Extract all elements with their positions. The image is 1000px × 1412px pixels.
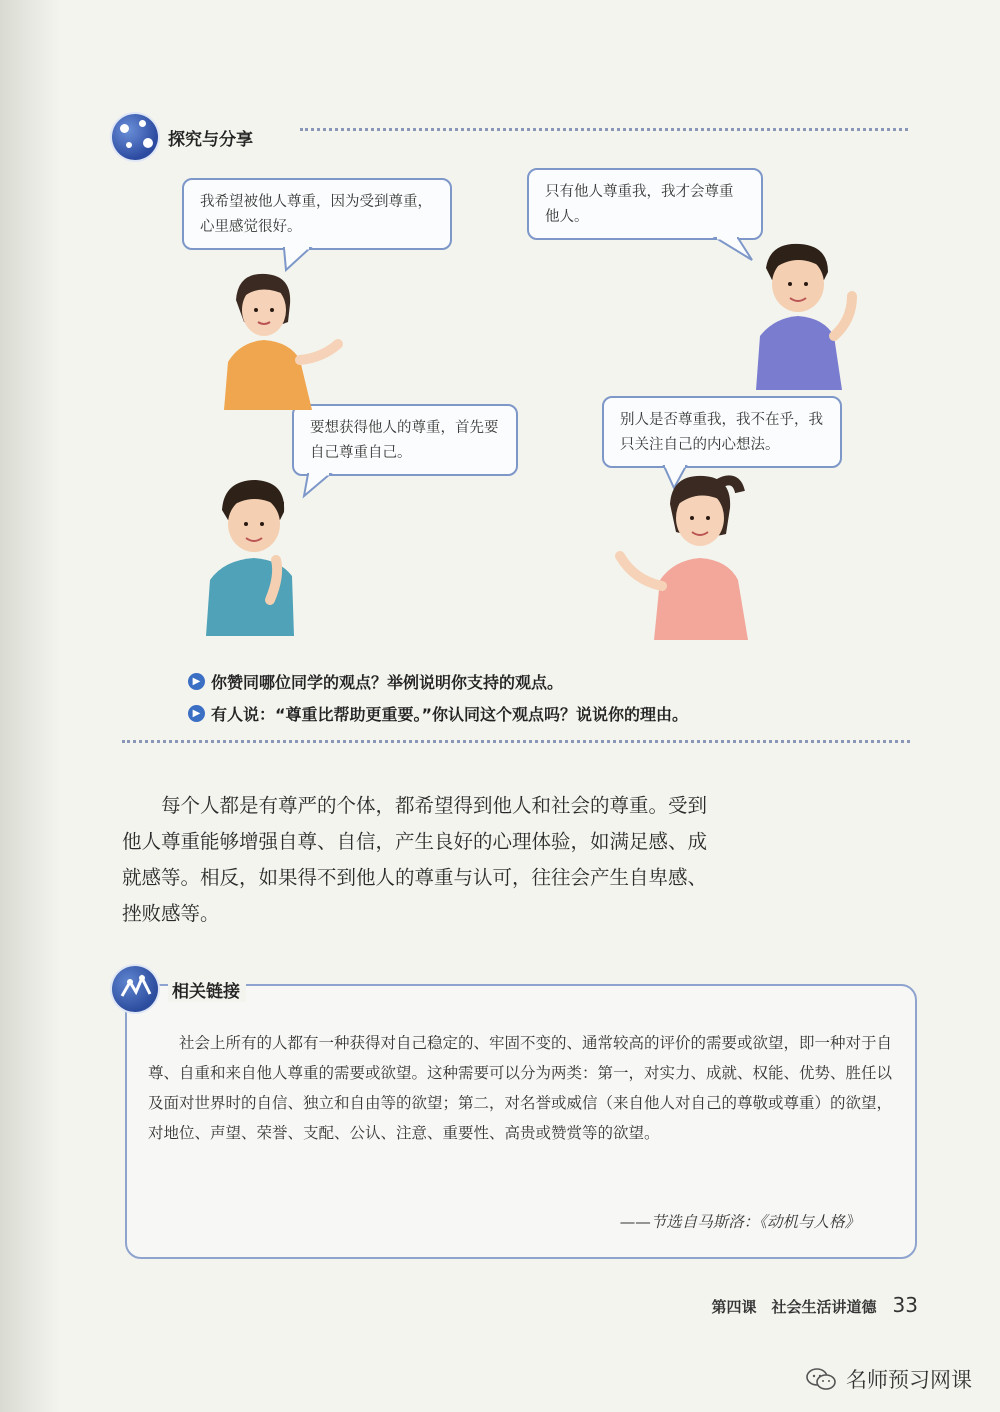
watermark-text: 名师预习网课 [846, 1368, 972, 1392]
question-1 [188, 670, 563, 693]
speech-bubble-1-text: 我希望被他人尊重，因为受到尊重，心里感觉很好。 [200, 194, 432, 235]
speech-bubble-3 [292, 404, 518, 476]
explore-header [112, 114, 253, 160]
wechat-icon [806, 1368, 836, 1390]
speech-bubble-1 [182, 178, 452, 250]
student-girl-2-illustration [600, 470, 770, 640]
main-paragraph [122, 788, 722, 932]
question-2 [188, 702, 688, 725]
related-link-citation: ——节选自马斯洛：《动机与人格》 [619, 1213, 860, 1231]
speech-bubble-1-tail [280, 246, 320, 272]
speech-bubble-3-text: 要想获得他人的尊重，首先要自己尊重自己。 [310, 420, 499, 461]
watermark [806, 1364, 972, 1394]
related-link-header [112, 966, 246, 1012]
arrow-bullet-icon: ▶ [188, 673, 205, 690]
student-girl-1-illustration [200, 270, 350, 410]
explore-badge-icon [112, 114, 158, 160]
speech-bubble-2 [527, 168, 763, 240]
speech-bubble-2-text: 只有他人尊重我，我才会尊重他人。 [545, 184, 734, 225]
explore-title: 探究与分享 [168, 129, 253, 150]
related-link-text [148, 1028, 900, 1148]
student-boy-2-illustration [196, 476, 326, 636]
arrow-bullet-icon: ▶ [188, 705, 205, 722]
lesson-title: 第四课 社会生活讲道德 [711, 1298, 877, 1316]
related-link-badge-icon [112, 966, 158, 1012]
related-link-title: 相关链接 [168, 977, 246, 1002]
page-footer [712, 1293, 918, 1317]
question-1-text: 你赞同哪位同学的观点？举例说明你支持的观点。 [211, 673, 564, 692]
explore-divider-bottom [122, 740, 910, 743]
question-2-text: 有人说：“尊重比帮助更重要。”你认同这个观点吗？说说你的理由。 [211, 705, 689, 724]
related-link-paragraph: 社会上所有的人都有一种获得对自己稳定的、牢固不变的、通常较高的评价的需要或欲望，即一种对于自尊、自重和来自他人尊重的需要或欲望。这种需要可以分为两类：第一，对实力、成就、权能、优势、胜任以及面对世界时的自信、独立和自由等的欲望；第二，对名誉或威信（来自他人对自己的尊敬或尊重）的欲望，对地位、声望、荣誉、支配、公认、注意、重要性、高贵或赞赏等的欲望。 [148, 1034, 893, 1142]
main-paragraph-text: 每个人都是有尊严的个体，都希望得到他人和社会的尊重。受到他人尊重能够增强自尊、自信，产生良好的心理体验，如满足感、成就感等。相反，如果得不到他人的尊重与认可，往往会产生自卑感、挫败感等。 [122, 794, 708, 925]
student-boy-1-illustration [730, 240, 880, 390]
speech-bubble-4 [602, 396, 842, 468]
explore-divider-top [300, 128, 908, 131]
page-number: 33 [892, 1293, 918, 1317]
page-binding-shadow [0, 0, 60, 1412]
speech-bubble-4-text: 别人是否尊重我，我不在乎，我只关注自己的内心想法。 [620, 412, 823, 453]
